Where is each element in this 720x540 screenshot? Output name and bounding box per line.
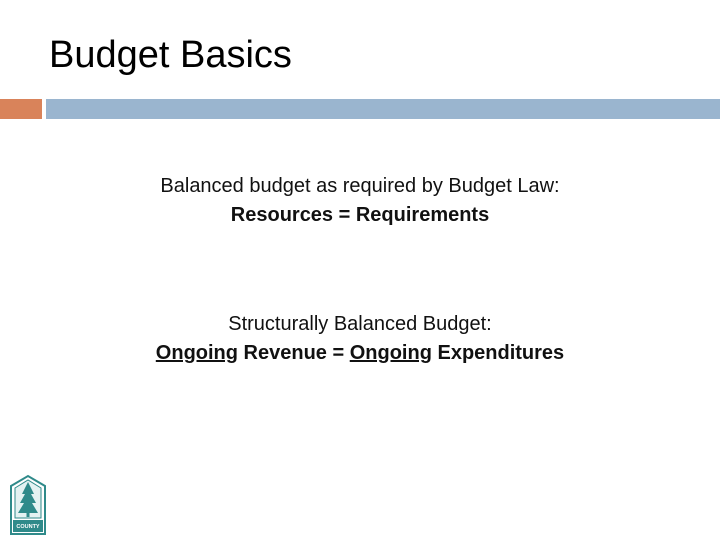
structural-budget-block	[0, 310, 720, 368]
expenditures-text: Expenditures	[431, 342, 565, 364]
tree-emblem-icon	[8, 472, 48, 536]
balanced-budget-block	[0, 172, 720, 230]
ongoing-word-2: Ongoing	[349, 342, 432, 364]
logo-text: COUNTY	[16, 524, 40, 530]
balanced-budget-label: Balanced budget as required by Budget Law:	[160, 175, 560, 197]
slide-title: Budget Basics	[49, 34, 292, 76]
ongoing-word-1: Ongoing	[155, 342, 238, 364]
accent-bar-orange	[0, 99, 42, 119]
revenue-equals-text: Revenue =	[238, 342, 350, 364]
ongoing-equation	[0, 339, 720, 368]
county-logo	[8, 472, 48, 536]
accent-bar-blue	[46, 99, 720, 119]
resources-equation: Resources = Requirements	[230, 204, 490, 226]
structural-budget-label: Structurally Balanced Budget:	[228, 313, 492, 335]
